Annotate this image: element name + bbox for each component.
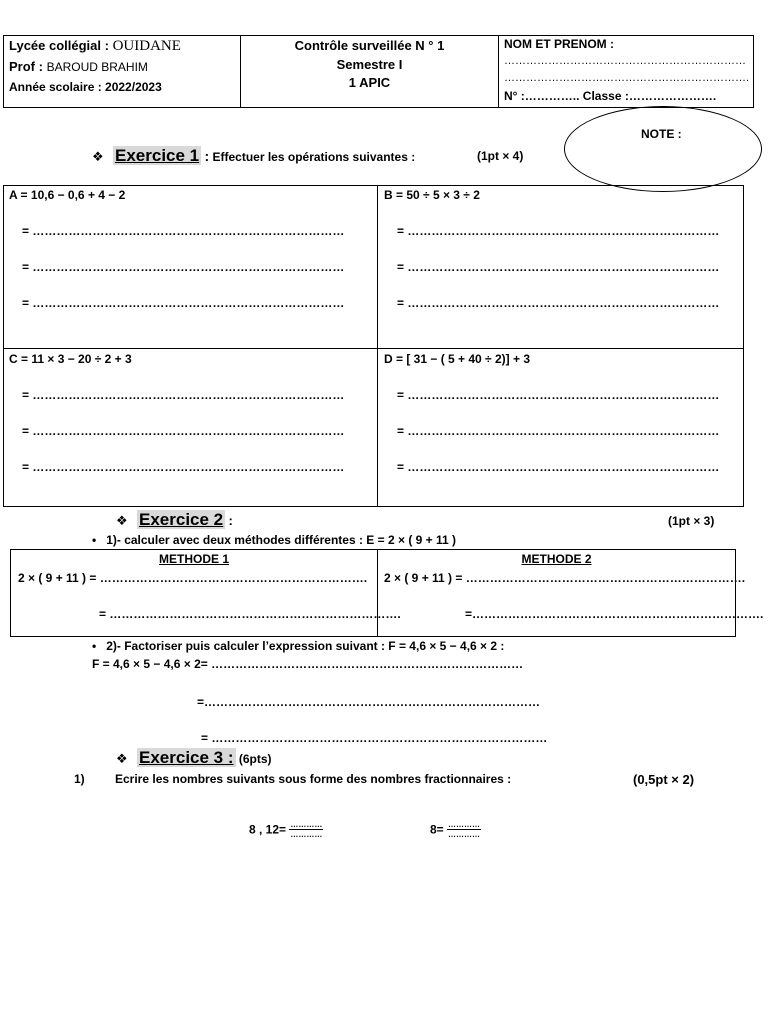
exercise1-colon: : <box>204 148 210 164</box>
grid-divider-horizontal <box>4 348 743 349</box>
diamond-bullet-icon: ❖ <box>116 513 128 528</box>
expression-a: A = 10,6 − 0,6 + 4 − 2 <box>9 188 126 202</box>
fraction-2-denominator[interactable]: ………… <box>448 830 481 839</box>
exercise1-heading <box>92 146 415 166</box>
fraction-item-1 <box>249 820 323 839</box>
note-label: NOTE : <box>641 127 682 141</box>
exercise1-title: Exercice 1 <box>115 146 200 165</box>
school-name: OUIDANE <box>112 38 181 54</box>
prof-name: BAROUD BRAHIM <box>46 60 148 74</box>
fraction-item-2 <box>430 820 481 839</box>
factor-line-2[interactable]: =………………………………………………………………………… <box>197 695 541 709</box>
exercise2-question1: • 1)- calculer avec deux méthodes différentes : E = 2 × ( 9 + 11 ) <box>92 533 457 547</box>
fraction-item-2-label: 8= <box>430 822 444 837</box>
diamond-bullet-icon: ❖ <box>92 149 104 164</box>
exercise2-points: (1pt × 3) <box>668 514 715 528</box>
exercise2-q1-text: 1)- calculer avec deux méthodes différentes : E = 2 × ( 9 + 11 ) <box>106 533 457 547</box>
fraction-blank-2[interactable] <box>447 820 481 839</box>
class-level: 1 APIC <box>348 75 391 90</box>
exercise3-q1-points: (0,5pt × 2) <box>633 772 695 787</box>
answer-line-c-3[interactable]: = …………………………………………………………………… <box>22 460 345 474</box>
factor-line-3[interactable]: = ………………………………………………………………………… <box>201 731 548 745</box>
expression-b: B = 50 ÷ 5 × 3 ÷ 2 <box>384 188 480 202</box>
answer-line-b-2[interactable]: = …………………………………………………………………… <box>397 260 720 274</box>
exercise2-title: Exercice 2 <box>139 510 224 529</box>
fraction-item-1-label: 8 , 12= <box>249 822 287 837</box>
note-ellipse <box>564 106 762 192</box>
diamond-bullet-icon: ❖ <box>116 751 128 766</box>
expression-d: D = [ 31 − ( 5 + 40 ÷ 2)] + 3 <box>384 352 530 366</box>
answer-line-d-1[interactable]: = …………………………………………………………………… <box>397 388 720 402</box>
school-year: Année scolaire : 2022/2023 <box>9 80 162 94</box>
exercise3-points: (6pts) <box>238 752 272 766</box>
name-line-2[interactable]: …………………………………………………………. <box>504 72 750 84</box>
exercise3-q1-text: Ecrire les nombres suivants sous forme des nombres fractionnaires : <box>115 772 512 786</box>
exam-title: Contrôle surveillée N ° 1 <box>294 38 445 53</box>
header-box <box>3 35 754 108</box>
method1-line-1[interactable]: 2 × ( 9 + 11 ) = …………………………………………………………. <box>18 571 368 585</box>
school-info <box>4 36 241 107</box>
exam-info <box>241 36 499 107</box>
method2-line-1[interactable]: 2 × ( 9 + 11 ) = ……………………………………………………………. <box>384 571 746 585</box>
answer-line-a-2[interactable]: = …………………………………………………………………… <box>22 260 345 274</box>
method1-header: METHODE 1 <box>158 552 229 566</box>
prof-label: Prof : <box>9 59 43 74</box>
answer-line-a-1[interactable]: = …………………………………………………………………… <box>22 224 345 238</box>
answer-line-b-1[interactable]: = …………………………………………………………………… <box>397 224 720 238</box>
exercise3-heading <box>116 748 272 768</box>
grid-divider-vertical <box>377 186 378 506</box>
exercise2-question2: • 2)- Factoriser puis calculer l’expression suivant : F = 4,6 × 5 − 4,6 × 2 : <box>92 639 505 653</box>
exercise2-heading <box>116 510 233 530</box>
expression-c: C = 11 × 3 − 20 ÷ 2 + 3 <box>9 352 132 366</box>
semester: Semestre I <box>336 57 403 72</box>
answer-line-a-3[interactable]: = …………………………………………………………………… <box>22 296 345 310</box>
exercise2-colon: : <box>228 513 233 528</box>
student-info <box>499 36 753 107</box>
method1-line-2[interactable]: = ………………………………………………………………. <box>99 607 401 621</box>
exercise1-instruction: Effectuer les opérations suivantes : <box>212 150 416 164</box>
exercise2-methods-table <box>10 549 764 637</box>
name-line-1[interactable]: ………………………………………………………… <box>504 55 746 67</box>
exercise3-q-number: 1) <box>74 772 85 786</box>
fraction-blank-1[interactable] <box>289 820 323 839</box>
method2-header: METHODE 2 <box>521 552 592 566</box>
answer-line-b-3[interactable]: = …………………………………………………………………… <box>397 296 720 310</box>
exercise3-title: Exercice 3 : <box>139 748 234 767</box>
fraction-1-denominator[interactable]: ………… <box>290 830 323 839</box>
school-label: Lycée collégial : <box>9 38 109 53</box>
answer-line-d-2[interactable]: = …………………………………………………………………… <box>397 424 720 438</box>
name-label: NOM ET PRENOM : <box>504 37 614 51</box>
exercise1-grid <box>3 185 744 507</box>
factor-line-1[interactable]: F = 4,6 × 5 − 4,6 × 2= …………………………………………………………………… <box>92 657 524 671</box>
method2-line-2[interactable]: =………………………………………………………………. <box>465 607 764 621</box>
fraction-1-numerator[interactable]: ………… <box>290 820 323 829</box>
exercise1-points: (1pt × 4) <box>477 149 524 163</box>
exercise2-q2-text: 2)- Factoriser puis calculer l’expression suivant : F = 4,6 × 5 − 4,6 × 2 : <box>106 639 505 653</box>
answer-line-c-2[interactable]: = …………………………………………………………………… <box>22 424 345 438</box>
number-class-line[interactable]: N° :………….. Classe :…………………. <box>504 89 717 103</box>
answer-line-d-3[interactable]: = …………………………………………………………………… <box>397 460 720 474</box>
fraction-2-numerator[interactable]: ………… <box>448 820 481 829</box>
answer-line-c-1[interactable]: = …………………………………………………………………… <box>22 388 345 402</box>
